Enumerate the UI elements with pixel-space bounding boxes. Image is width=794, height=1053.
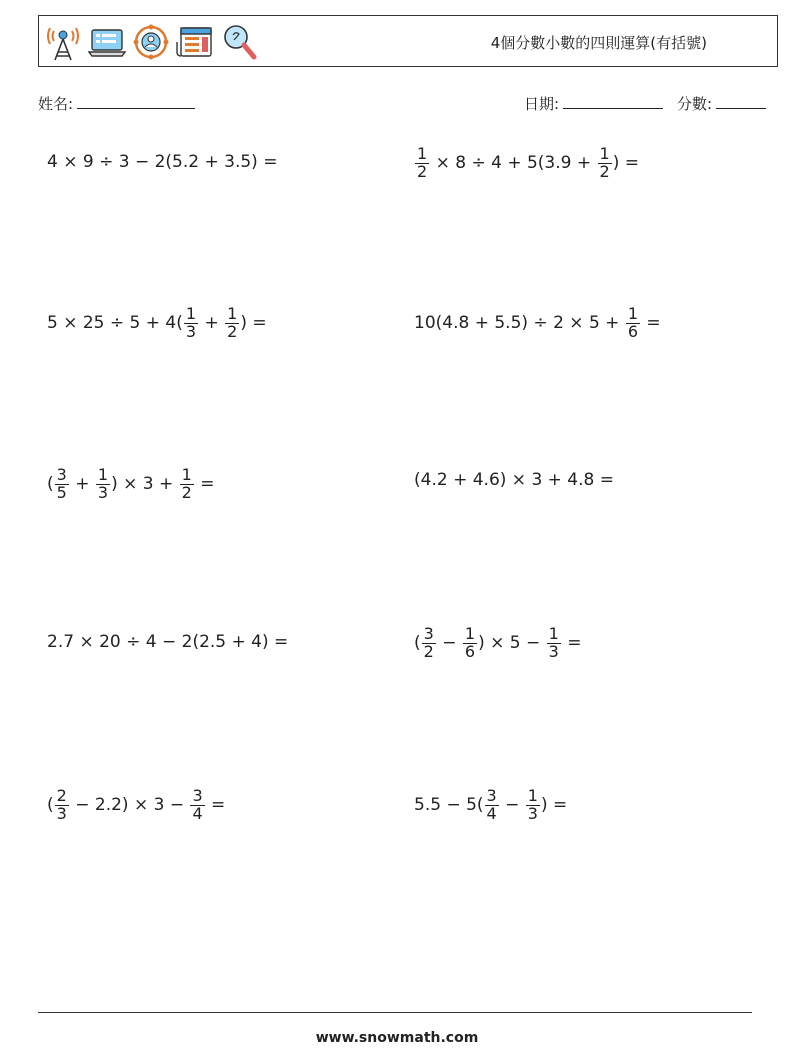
problem-1 bbox=[47, 152, 277, 172]
fraction bbox=[415, 146, 429, 181]
fraction-denominator: 2 bbox=[181, 482, 192, 502]
problem-text: 10(4.8 + 5.5) ÷ 2 × 5 + bbox=[414, 313, 625, 334]
laptop-icon bbox=[88, 22, 126, 62]
fraction-numerator: 1 bbox=[599, 144, 610, 163]
fraction-denominator: 2 bbox=[417, 161, 428, 181]
problem-text: = bbox=[641, 313, 661, 334]
fraction-numerator: 3 bbox=[56, 465, 67, 484]
fraction-numerator: 1 bbox=[227, 304, 238, 323]
problem-text: − bbox=[499, 795, 525, 816]
fraction bbox=[55, 788, 69, 823]
fraction bbox=[225, 306, 239, 341]
problem-text: (4.2 + 4.6) × 3 + 4.8 = bbox=[414, 470, 614, 490]
fraction-denominator: 2 bbox=[227, 321, 238, 341]
problem-text: = bbox=[205, 795, 226, 816]
problem-text: + bbox=[199, 313, 225, 334]
footer-divider bbox=[38, 1012, 752, 1013]
problem-text: ) = bbox=[540, 795, 568, 816]
fraction-numerator: 3 bbox=[423, 624, 434, 643]
name-field[interactable] bbox=[38, 93, 195, 114]
problem-text: 4 × 9 ÷ 3 − 2(5.2 + 3.5) = bbox=[47, 152, 278, 172]
fraction bbox=[463, 626, 477, 661]
problem-text: + bbox=[69, 474, 95, 495]
date-label: 日期: bbox=[524, 95, 560, 113]
problem-4 bbox=[414, 306, 661, 341]
fraction-numerator: 1 bbox=[181, 465, 192, 484]
problem-text: ( bbox=[47, 795, 54, 816]
fraction-numerator: 1 bbox=[185, 304, 197, 323]
problem-text: − bbox=[436, 633, 462, 654]
score-field[interactable] bbox=[677, 93, 766, 114]
problem-6 bbox=[414, 470, 614, 490]
radio-tower-icon bbox=[44, 22, 82, 62]
fraction-denominator: 3 bbox=[527, 803, 538, 823]
fraction bbox=[96, 467, 110, 502]
fraction bbox=[485, 788, 499, 823]
fraction-denominator: 6 bbox=[464, 641, 476, 661]
magnifier-icon bbox=[220, 22, 258, 62]
support-icon bbox=[132, 22, 170, 62]
fraction-numerator: 1 bbox=[464, 624, 476, 643]
fraction bbox=[180, 467, 194, 502]
problem-text: 2.7 × 20 ÷ 4 − 2(2.5 + 4) = bbox=[47, 632, 289, 652]
problem-2 bbox=[414, 146, 639, 181]
fraction-denominator: 4 bbox=[192, 803, 203, 823]
worksheet-header bbox=[38, 15, 778, 67]
problem-9 bbox=[47, 788, 225, 823]
worksheet-title: 4個分數小數的四則運算(有括號) bbox=[490, 34, 707, 52]
name-label: 姓名: bbox=[38, 95, 74, 113]
fraction-denominator: 5 bbox=[56, 482, 67, 502]
fraction bbox=[526, 788, 540, 823]
problem-text: ( bbox=[47, 474, 54, 495]
fraction-numerator: 1 bbox=[627, 304, 638, 323]
problem-text: ) × 3 + bbox=[111, 474, 179, 495]
fraction-numerator: 1 bbox=[97, 465, 109, 484]
fraction-denominator: 3 bbox=[185, 321, 197, 341]
problem-8 bbox=[414, 626, 581, 661]
fraction-numerator: 3 bbox=[486, 786, 497, 805]
problem-text: = bbox=[194, 474, 215, 495]
problem-text: 5 × 25 ÷ 5 + 4( bbox=[47, 313, 183, 334]
problem-5 bbox=[47, 467, 214, 502]
problem-3 bbox=[47, 306, 267, 341]
problem-text: × 8 ÷ 4 + 5(3.9 + bbox=[430, 153, 597, 174]
fraction bbox=[626, 306, 640, 341]
fraction-denominator: 3 bbox=[56, 803, 67, 823]
problem-text: − 2.2) × 3 − bbox=[69, 795, 190, 816]
problem-text: 5.5 − 5( bbox=[414, 795, 484, 816]
fraction bbox=[55, 467, 69, 502]
fraction-denominator: 6 bbox=[627, 321, 638, 341]
fraction bbox=[190, 788, 204, 823]
problem-text: ( bbox=[414, 633, 421, 654]
date-field[interactable] bbox=[524, 93, 663, 114]
fraction-numerator: 1 bbox=[548, 624, 559, 643]
fraction-denominator: 4 bbox=[486, 803, 497, 823]
fraction bbox=[598, 146, 612, 181]
fraction bbox=[547, 626, 561, 661]
problem-10 bbox=[414, 788, 567, 823]
footer-site: www.snowmath.com bbox=[315, 1030, 479, 1046]
problem-text: ) = bbox=[240, 313, 267, 334]
problem-7 bbox=[47, 632, 288, 652]
fraction bbox=[184, 306, 198, 341]
header-icons bbox=[44, 20, 258, 64]
fraction-numerator: 2 bbox=[56, 786, 67, 805]
fraction bbox=[422, 626, 436, 661]
newspaper-icon bbox=[176, 22, 214, 62]
fraction-denominator: 3 bbox=[548, 641, 559, 661]
fraction-numerator: 3 bbox=[192, 786, 203, 805]
fraction-numerator: 1 bbox=[417, 144, 428, 163]
problem-text: ) × 5 − bbox=[478, 633, 546, 654]
fraction-denominator: 2 bbox=[423, 641, 434, 661]
name-blank[interactable] bbox=[77, 94, 195, 109]
problem-text: ) = bbox=[612, 153, 639, 174]
fraction-denominator: 3 bbox=[97, 482, 109, 502]
problem-text: = bbox=[561, 633, 582, 654]
score-blank[interactable] bbox=[716, 94, 766, 109]
fraction-denominator: 2 bbox=[599, 161, 610, 181]
date-blank[interactable] bbox=[563, 94, 663, 109]
score-label: 分數: bbox=[677, 95, 713, 113]
fraction-numerator: 1 bbox=[527, 786, 538, 805]
